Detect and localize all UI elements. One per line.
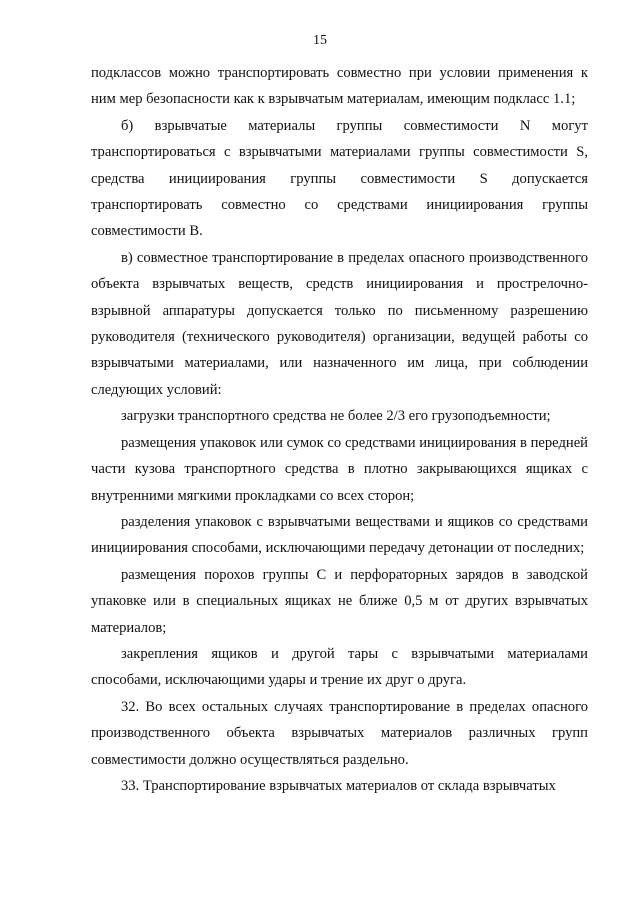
paragraph-condition-placement: размещения упаковок или сумок со средствами инициирования в передней части кузова транспортного средства в плотно закрывающихся ящиках с внутренними мягкими прокладками со всех сторон; (91, 434, 588, 504)
paragraph-condition-powders: размещения порохов группы C и перфораторных зарядов в заводской упаковке или в специальных ящиках не ближе 0,5 м от других взрывчатых материалов; (91, 566, 588, 636)
page-number: 15 (313, 33, 327, 48)
paragraph-33: 33. Транспортирование взрывчатых материалов от склада взрывчатых (121, 777, 556, 794)
document-body (91, 60, 588, 799)
paragraph-condition-separation: разделения упаковок с взрывчатыми веществами и ящиков со средствами инициирования способами, исключающими передачу детонации от последних; (91, 513, 588, 557)
paragraph-32: 32. Во всех остальных случаях транспортирование в пределах опасного производственного объекта взрывчатых материалов различных групп совместимости должно осуществляться раздельно. (91, 698, 588, 768)
paragraph-condition-fastening: закрепления ящиков и другой тары с взрывчатыми материалами способами, исключающими удары и трение их друг о друга. (91, 645, 588, 689)
paragraph-item-v: в) совместное транспортирование в пределах опасного производственного объекта взрывчатых веществ, средств инициирования и прострелочно-взрывной аппаратуры допускается только по письменному разрешению руководителя (технического руководителя) организации, ведущей работы со взрывчатыми материалами, или назначенного им лица, при соблюдении следующих условий: (91, 249, 588, 398)
paragraph-condition-load: загрузки транспортного средства не более 2/3 его грузоподъемности; (121, 408, 551, 425)
paragraph-item-b: б) взрывчатые материалы группы совместимости N могут транспортироваться с взрывчатыми материалами группы совместимости S, средства инициирования группы совместимости S допускается транспортировать совместно со средствами инициирования группы совместимости B. (91, 117, 588, 240)
paragraph-continuation: подклассов можно транспортировать совместно при условии применения к ним мер безопасности как к взрывчатым материалам, имеющим подкласс 1.1; (91, 65, 588, 108)
